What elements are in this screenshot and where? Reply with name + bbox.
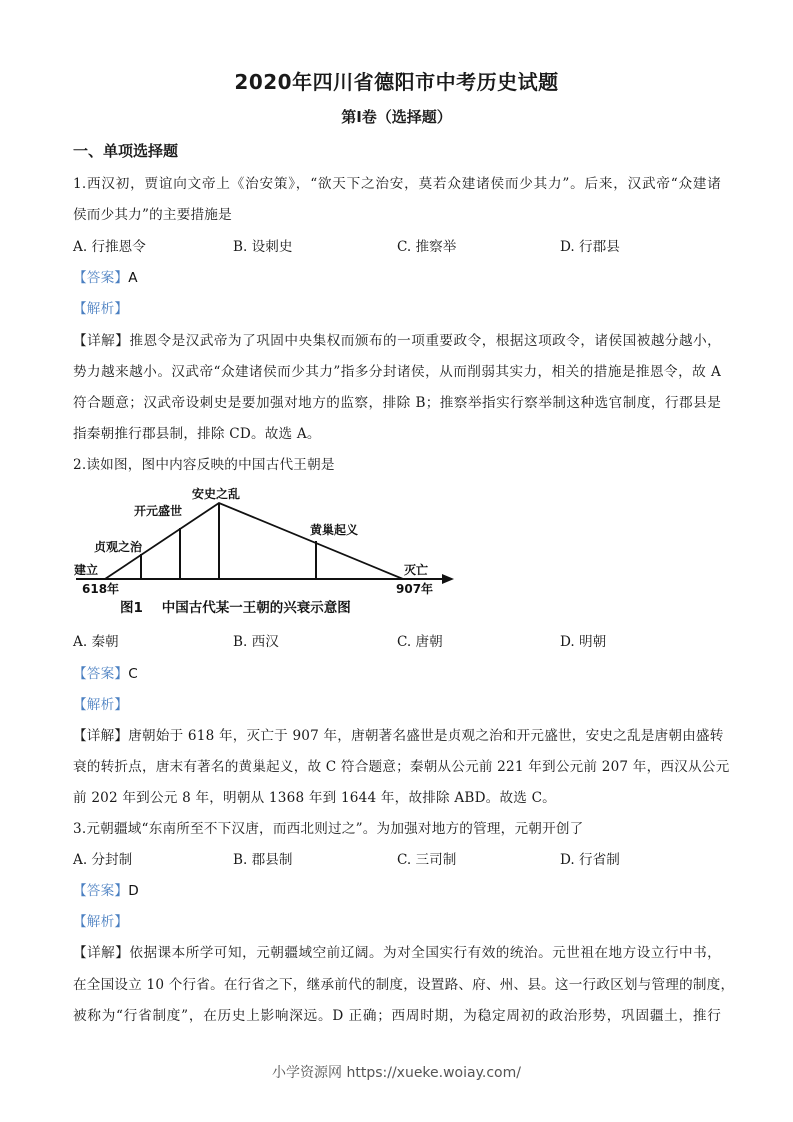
question-stem-line: 3.元朝疆域“东南所至不下汉唐，而西北则过之”。为加强对地方的管理，元朝开创了 <box>73 821 584 837</box>
detail-label: 【详解】 <box>73 945 130 961</box>
figure-caption: 图1 中国古代某一王朝的兴衰示意图 <box>120 600 351 616</box>
option-c: C. 推察举 <box>397 239 457 255</box>
option-a: A. 分封制 <box>73 852 133 868</box>
detail-text: 推恩令是汉武帝为了巩固中央集权而颁布的一项重要政令，根据这项政令，诸侯国被越分越小， <box>129 333 721 349</box>
end-year: 907年 <box>396 582 434 596</box>
arrow-icon <box>442 574 454 584</box>
option-a: A. 秦朝 <box>73 634 119 650</box>
option-c: C. 唐朝 <box>397 634 443 650</box>
analysis-label: 【解析】 <box>73 301 129 317</box>
section-heading: 一、单项选择题 <box>73 142 179 160</box>
answer-row <box>73 266 138 286</box>
event-anshi: 安史之乱 <box>192 487 241 501</box>
detail-text: 唐朝始于 618 年，灭亡于 907 年，唐朝著名盛世是贞观之治和开元盛世，安史之乱是唐朝由盛转 <box>128 728 724 744</box>
detail-label: 【详解】 <box>73 728 129 744</box>
event-zhenguan: 贞观之治 <box>94 540 143 554</box>
answer-row <box>73 662 138 682</box>
option-b: B. 西汉 <box>233 634 279 650</box>
answer-label: 【答案】 <box>73 666 129 682</box>
detail-line: 衰的转折点，唐末有著名的黄巢起义，故 C 符合题意；秦朝从公元前 221 年到公元前 207 年，西汉从公元 <box>73 759 730 775</box>
answer-label: 【答案】 <box>73 883 129 899</box>
option-c: C. 三司制 <box>397 852 457 868</box>
event-kaiyuan: 开元盛世 <box>134 504 183 518</box>
option-d: D. 行省制 <box>560 852 620 868</box>
detail-line: 前 202 年到公元 8 年，明朝从 1368 年到 1644 年，故排除 ABD。故选 C。 <box>73 790 556 806</box>
question-stem-line: 2.读如图，图中内容反映的中国古代王朝是 <box>73 457 335 473</box>
detail-line <box>73 329 721 349</box>
question-stem-line: 侯而少其力”的主要措施是 <box>73 207 232 223</box>
answer-value: C <box>128 666 138 682</box>
analysis-label: 【解析】 <box>73 697 129 713</box>
diagram-svg <box>70 482 470 622</box>
start-year: 618年 <box>82 582 120 596</box>
detail-line: 符合题意；汉武帝设刺史是要加强对地方的监察，排除 B；推察举指实行察举制这种选官制度，行郡县是 <box>73 395 721 411</box>
event-huangchao: 黄巢起义 <box>310 523 359 537</box>
detail-line <box>73 724 724 744</box>
option-a: A. 行推恩令 <box>73 239 146 255</box>
option-d: D. 行郡县 <box>560 239 620 255</box>
detail-line: 在全国设立 10 个行省。在行省之下，继承前代的制度，设置路、府、州、县。这一行政区划与管理的制度， <box>73 977 735 993</box>
answer-value: A <box>128 270 138 286</box>
question-stem-line: 1.西汉初，贾谊向文帝上《治安策》，“欲天下之治安，莫若众建诸侯而少其力”。后来，汉武帝“众建诸 <box>73 176 721 192</box>
document-title: 2020年四川省德阳市中考历史试题 <box>234 70 559 94</box>
answer-label: 【答案】 <box>73 270 129 286</box>
analysis-label: 【解析】 <box>73 914 129 930</box>
start-label: 建立 <box>74 563 99 577</box>
detail-text: 依据课本所学可知，元朝疆域空前辽阔。为对全国实行有效的统治。元世祖在地方设立行中书， <box>129 945 721 961</box>
detail-line: 势力越来越小。汉武帝“众建诸侯而少其力”指多分封诸侯，从而削弱其实力，相关的措施是推恩令，故 A <box>73 364 721 380</box>
end-label: 灭亡 <box>404 563 429 577</box>
detail-line: 指秦朝推行郡县制，排除 CD。故选 A。 <box>73 426 321 442</box>
volume-subtitle: 第Ⅰ卷（选择题） <box>341 108 452 126</box>
detail-label: 【详解】 <box>73 333 130 349</box>
detail-line <box>73 941 721 961</box>
answer-row <box>73 879 139 899</box>
option-d: D. 明朝 <box>560 634 607 650</box>
option-b: B. 设刺史 <box>233 239 293 255</box>
answer-value: D <box>128 883 139 899</box>
dynasty-rise-fall-diagram <box>70 482 470 622</box>
footer-watermark: 小学资源网 https://xueke.woiay.com/ <box>272 1065 521 1081</box>
detail-line: 被称为“行省制度”，在历史上影响深远。D 正确；西周时期，为稳定周初的政治形势，巩固疆土，推行 <box>73 1008 721 1024</box>
option-b: B. 郡县制 <box>233 852 293 868</box>
